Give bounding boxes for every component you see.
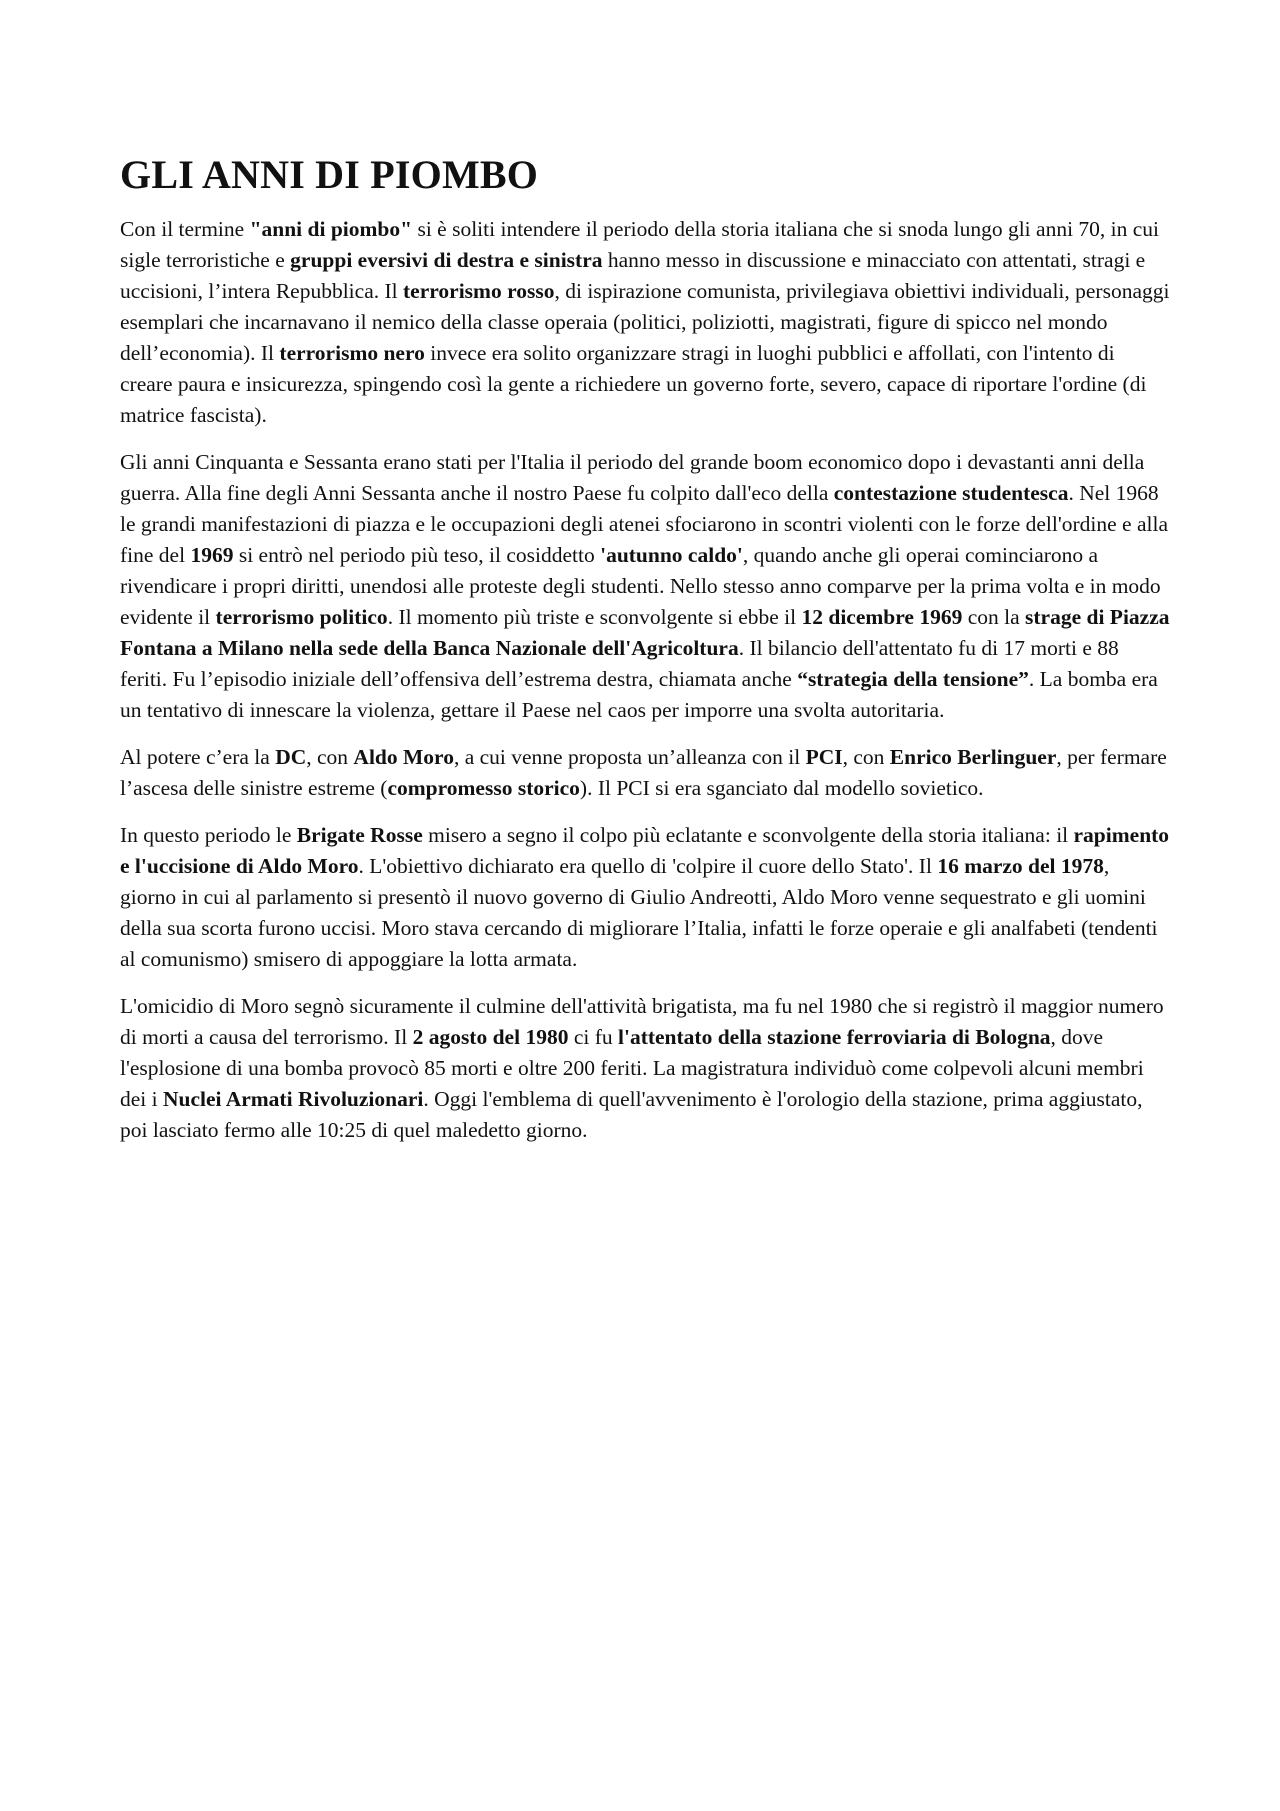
text-run: , quando anche gli operai cominciarono a rivendicare i propri diritti, unendosi alle proteste degli studenti. Nello stesso anno comparve per la prima volta e in modo evidente il <box>120 543 1161 629</box>
paragraph-compromesso-storico <box>120 742 1170 804</box>
text-run: ci fu <box>568 1025 618 1049</box>
bold-text: compromesso storico <box>387 776 580 800</box>
bold-text: 2 agosto del 1980 <box>412 1025 569 1049</box>
text-run: hanno messo in discussione e minacciato con attentati, stragi e uccisioni, l’intera Repubblica. Il <box>120 248 1146 303</box>
text-run: . Il momento più triste e sconvolgente si ebbe il <box>387 605 802 629</box>
document-title: GLI ANNI DI PIOMBO <box>120 152 539 197</box>
bold-text: Aldo Moro <box>353 745 454 769</box>
text-run: , per fermare l’ascesa delle sinistre estreme ( <box>120 745 1167 800</box>
bold-text: “strategia della tensione” <box>797 667 1029 691</box>
text-run: Gli anni Cinquanta e Sessanta erano stati per l'Italia il periodo del grande boom economico dopo i devastanti anni della guerra. Alla fine degli Anni Sessanta anche il nostro Paese fu colpito dall'eco della <box>120 450 1145 505</box>
bold-text: DC <box>275 745 307 769</box>
text-run: . La bomba era un tentativo di innescare la violenza, gettare il Paese nel caos per imporre una svolta autoritaria. <box>120 667 1158 722</box>
text-run: , con <box>306 745 354 769</box>
bold-text: terrorismo rosso <box>403 279 555 303</box>
text-run: , a cui venne proposta un’alleanza con il <box>453 745 806 769</box>
paragraph-contestazione <box>120 447 1170 726</box>
text-run: Al potere c’era la <box>120 745 276 769</box>
text-run: In questo periodo le <box>120 823 297 847</box>
bold-text: PCI <box>805 745 843 769</box>
text-run: L'omicidio di Moro segnò sicuramente il culmine dell'attività brigatista, ma fu nel 1980 che si registrò il maggior numero di morti a causa del terrorismo. Il <box>120 994 1164 1049</box>
bold-text: Nuclei Armati Rivoluzionari <box>163 1087 424 1111</box>
bold-text: 1969 <box>190 543 234 567</box>
bold-text: strage di Piazza Fontana a Milano nella sede della Banca Nazionale dell'Agricoltura <box>120 605 1170 660</box>
bold-text: rapimento e l'uccisione di Aldo Moro <box>120 823 1170 878</box>
text-run: invece era solito organizzare stragi in luoghi pubblici e affollati, con l'intento di creare paura e insicurezza, spingendo così la gente a richiedere un governo forte, severo, capace di riportare l'ordine (di matrice fascista). <box>120 341 1147 427</box>
bold-text: Enrico Berlinguer <box>889 745 1057 769</box>
bold-text: "anni di piombo" <box>249 217 413 241</box>
text-run: con la <box>962 605 1026 629</box>
text-run: ). Il PCI si era sganciato dal modello sovietico. <box>579 776 984 800</box>
bold-text: 'autunno caldo' <box>600 543 743 567</box>
bold-text: gruppi eversivi di destra e sinistra <box>290 248 603 272</box>
text-run: . Oggi l'emblema di quell'avvenimento è l'orologio della stazione, prima aggiustato, poi lasciato fermo alle 10:25 di quel maledetto giorno. <box>120 1087 1143 1142</box>
text-run: misero a segno il colpo più eclatante e sconvolgente della storia italiana: il <box>422 823 1074 847</box>
text-run: , con <box>842 745 890 769</box>
text-run: si è soliti intendere il periodo della storia italiana che si snoda lungo gli anni 70, in cui sigle terroristiche e <box>120 217 1160 272</box>
bold-text: 16 marzo del 1978 <box>937 854 1104 878</box>
paragraph-strage-bologna <box>120 991 1170 1146</box>
text-run: , dove l'esplosione di una bomba provocò 85 morti e oltre 200 feriti. La magistratura individuò come colpevoli alcuni membri dei i <box>120 1025 1144 1111</box>
text-run: . Il bilancio dell'attentato fu di 17 morti e 88 feriti. Fu l’episodio iniziale dell’offensiva dell’estrema destra, chiamata anche <box>120 636 1119 691</box>
document-page <box>120 150 1170 1162</box>
bold-text: contestazione studentesca <box>833 481 1069 505</box>
text-run: . L'obiettivo dichiarato era quello di 'colpire il cuore dello Stato'. Il <box>358 854 938 878</box>
bold-text: Brigate Rosse <box>296 823 423 847</box>
bold-text: l'attentato della stazione ferroviaria di Bologna <box>618 1025 1051 1049</box>
bold-text: terrorismo nero <box>279 341 425 365</box>
paragraph-anni-di-piombo <box>120 214 1170 431</box>
bold-text: terrorismo politico <box>215 605 388 629</box>
text-run: si entrò nel periodo più teso, il cosiddetto <box>233 543 601 567</box>
text-run: , di ispirazione comunista, privilegiava obiettivi individuali, personaggi esemplari che incarnavano il nemico della classe operaia (politici, poliziotti, magistrati, figure di spicco nel mondo dell’economia). Il <box>120 279 1170 365</box>
text-run: . Nel 1968 le grandi manifestazioni di piazza e le occupazioni degli atenei sfociarono in scontri violenti con le forze dell'ordine e alla fine del <box>120 481 1168 567</box>
paragraph-aldo-moro <box>120 820 1170 975</box>
bold-text: 12 dicembre 1969 <box>801 605 963 629</box>
text-run: , giorno in cui al parlamento si presentò il nuovo governo di Giulio Andreotti, Aldo Moro venne sequestrato e gli uomini della sua scorta furono uccisi. Moro stava cercando di migliorare l’Italia, infatti le forze operaie e gli analfabeti (tendenti al comunismo) smisero di appoggiare la lotta armata. <box>120 854 1158 971</box>
text-run: Con il termine <box>120 217 250 241</box>
